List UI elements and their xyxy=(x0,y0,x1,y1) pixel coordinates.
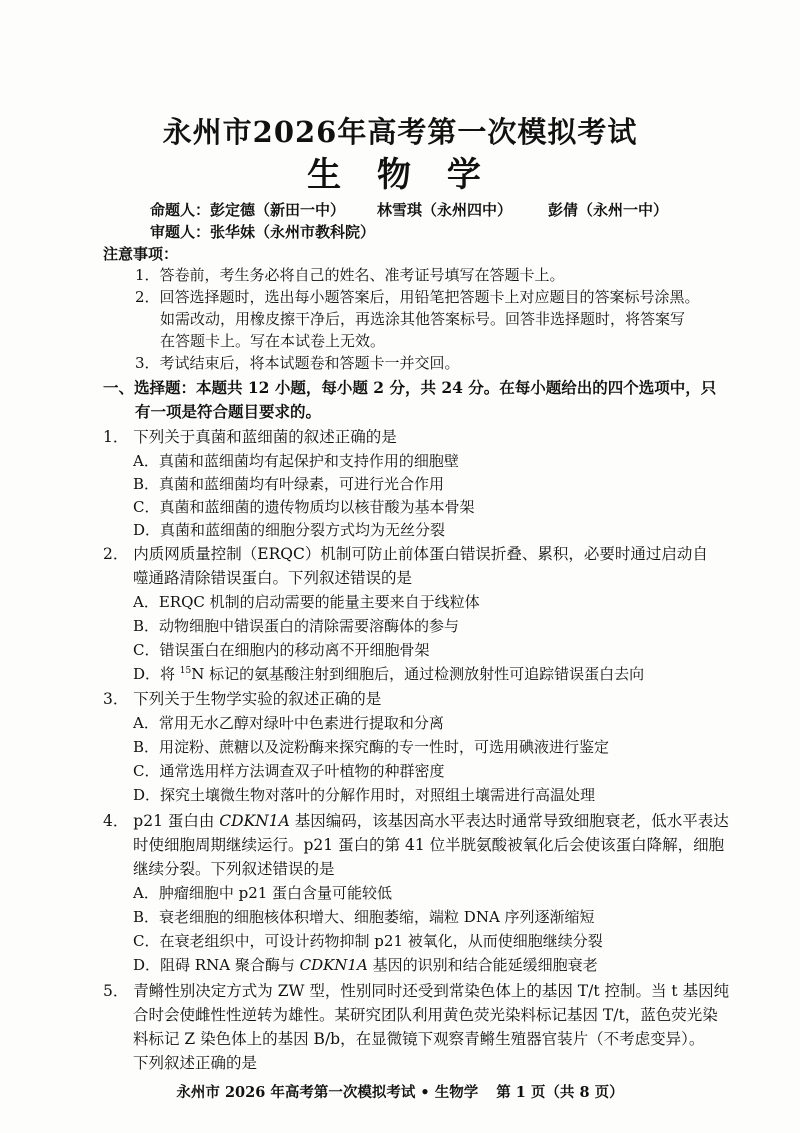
page-footer xyxy=(0,1082,800,1104)
question-3-option-c: C．通常选用样方法调查双子叶植物的种群密度 xyxy=(133,762,445,780)
question-4-stem xyxy=(103,810,729,832)
question-3-option-a: A．常用无水乙醇对绿叶中色素进行提取和分离 xyxy=(133,714,444,732)
question-3-option-d: D．探究土壤微生物对落叶的分解作用时，对照组土壤需进行高温处理 xyxy=(133,786,596,804)
isotope-mass-number: 15 xyxy=(179,666,192,676)
question-1-option-d: D．真菌和蓝细菌的细胞分裂方式均为无丝分裂 xyxy=(133,521,446,539)
question-4-option-a: A．肿瘤细胞中 p21 蛋白含量可能较低 xyxy=(133,884,393,902)
subject-title: 生 物 学 xyxy=(307,155,493,195)
question-2-option-c: C．错误蛋白在细胞内的移动离不开细胞骨架 xyxy=(133,641,430,659)
proposers-row xyxy=(150,199,668,221)
question-4-option-c: C．在衰老组织中，可设计药物抑制 p21 被氧化，从而使细胞继续分裂 xyxy=(133,932,603,950)
question-5-stem: 5． 青鳉性别决定方式为 ZW 型，性别同时还受到常染色体上的基因 T/t 控制。当 t 基因纯 xyxy=(103,982,730,1000)
question-5-stem-cont3: 下列叙述正确的是 xyxy=(133,1054,258,1072)
notice-title: 注意事项： xyxy=(103,245,179,263)
q4-gene-name: CDKN1A xyxy=(219,812,290,830)
proposer-3: 彭倩（永州一中） xyxy=(548,201,669,219)
q4-d-rest: 基因的识别和结合能延缓细胞衰老 xyxy=(367,956,598,974)
question-1-option-c: C．真菌和蓝细菌的遗传物质均以核苷酸为基本骨架 xyxy=(133,498,475,516)
question-2-stem: 2． 内质网质量控制（ERQC）机制可防止前体蛋白错误折叠、累积，必要时通过启动自 xyxy=(103,545,708,563)
footer-page-number: 第 1 页（共 8 页） xyxy=(496,1084,624,1101)
reviewer-name: 张华妹（永州市教科院） xyxy=(210,223,376,241)
question-1-stem: 1． 下列关于真菌和蓝细菌的叙述正确的是 xyxy=(103,428,397,446)
question-4-option-b: B．衰老细胞的细胞核体积增大、细胞萎缩，端粒 DNA 序列逐渐缩短 xyxy=(133,908,595,926)
question-5-stem-cont2: 料标记 Z 染色体上的基因 B/b，在显微镜下观察青鳉生殖器官装片（不考虑变异）。 xyxy=(133,1030,705,1048)
notice-item-2: 2．回答选择题时，选出每小题答案后，用铅笔把答题卡上对应题目的答案标号涂黑。 xyxy=(135,288,700,306)
question-2-stem-cont: 噬通路清除错误蛋白。下列叙述错误的是 xyxy=(133,569,413,587)
q2-d-rest: N 标记的氨基酸注射到细胞后，通过检测放射性可追踪错误蛋白去向 xyxy=(191,665,645,683)
notice-item-2-cont: 如需改动，用橡皮擦干净后，再选涂其他答案标号。回答非选择题时，将答案写 xyxy=(160,310,686,328)
question-4-stem-cont: 时使细胞周期继续运行。p21 蛋白的第 41 位半胱氨酸被氧化后会使该蛋白降解，细胞 xyxy=(133,836,725,854)
question-5-stem-cont: 合时会使雌性性逆转为雄性。某研究团队利用黄色荧光染料标记基因 T/t，蓝色荧光染 xyxy=(133,1006,718,1024)
q4-d-prefix: D．阻碍 RNA 聚合酶与 xyxy=(133,956,300,974)
question-3-stem: 3． 下列关于生物学实验的叙述正确的是 xyxy=(103,690,382,708)
question-1-option-b: B．真菌和蓝细菌均有叶绿素，可进行光合作用 xyxy=(133,475,445,493)
question-1-option-a: A．真菌和蓝细菌均有起保护和支持作用的细胞壁 xyxy=(133,452,459,470)
q4-d-gene: CDKN1A xyxy=(299,956,368,974)
question-2-option-b: B．动物细胞中错误蛋白的清除需要溶酶体的参与 xyxy=(133,617,460,635)
question-4-option-d xyxy=(133,954,598,976)
q4-stem-b: 基因编码，该基因高水平表达时通常导致细胞衰老，低水平表达 xyxy=(289,812,729,830)
footer-exam-name: 永州市 2026 年高考第一次模拟考试 • 生物学 xyxy=(176,1084,479,1101)
question-2-option-d xyxy=(133,663,644,685)
proposer-1: 彭定德（新田一中） xyxy=(210,201,346,219)
section-heading: 一、选择题：本题共 12 小题，每小题 2 分，共 24 分。在每小题给出的四个选项中，只 xyxy=(103,378,717,397)
proposer-label: 命题人： xyxy=(150,201,211,219)
reviewer-row xyxy=(150,221,375,243)
section-heading-cont: 有一项是符合题目要求的。 xyxy=(135,402,322,421)
notice-item-2-cont2: 在答题卡上。写在本试卷上无效。 xyxy=(160,332,386,350)
question-2-option-a: A．ERQC 机制的启动需要的能量主要来自于线粒体 xyxy=(133,593,480,611)
exam-title: 永州市2026年高考第一次模拟考试 xyxy=(162,115,638,149)
question-3-option-b: B．用淀粉、蔗糖以及淀粉酶来探究酶的专一性时，可选用碘液进行鉴定 xyxy=(133,738,610,756)
question-4-stem-cont2: 继续分裂。下列叙述错误的是 xyxy=(133,860,335,878)
q2-d-prefix: D．将 xyxy=(133,665,180,683)
q4-stem-a: 4． p21 蛋白由 xyxy=(103,812,220,830)
notice-item-1: 1．答卷前，考生务必将自己的姓名、准考证号填写在答题卡上。 xyxy=(135,266,565,284)
notice-item-3: 3．考试结束后，将本试题卷和答题卡一并交回。 xyxy=(135,354,460,372)
reviewer-label: 审题人： xyxy=(150,223,211,241)
proposer-2: 林雪琪（永州四中） xyxy=(377,201,513,219)
